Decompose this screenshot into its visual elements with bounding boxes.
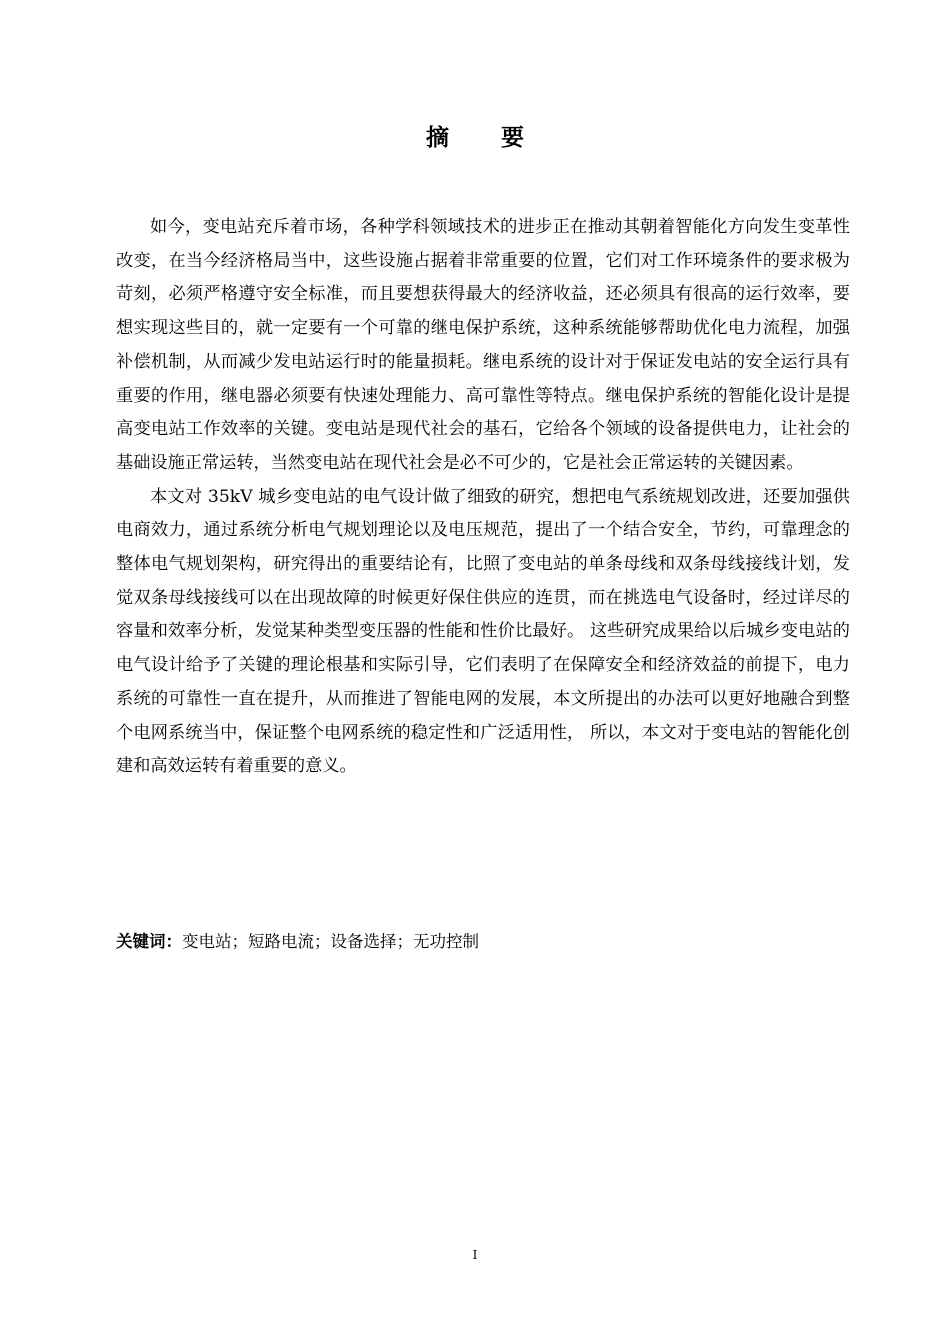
abstract-title: 摘 要: [425, 124, 546, 151]
abstract-paragraph-1: 如今，变电站充斥着市场，各种学科领域技术的进步正在推动其朝着智能化方向发生变革性改变，在当今经济格局当中，这些设施占据着非常重要的位置，它们对工作环境条件的要求极为苛刻，必须严格遵守安全标准，而且要想获得最大的经济收益，还必须具有很高的运行效率，要想实现这些目的，就一定要有一个可靠的继电保护系统，这种系统能够帮助优化电力流程，加强补偿机制，从而减少发电站运行时的能量损耗。继电系统的设计对于保证发电站的安全运行具有重要的作用，继电器必须要有快速处理能力、高可靠性等特点。继电保护系统的智能化设计是提高变电站工作效率的关键。变电站是现代社会的基石，它给各个领域的设备提供电力，让社会的基础设施正常运转，当然变电站在现代社会是必不可少的，它是社会正常运转的关键因素。: [116, 217, 850, 473]
abstract-paragraph-2: 本文对 35kV 城乡变电站的电气设计做了细致的研究，想把电气系统规划改进，还要加强供电商效力，通过系统分析电气规划理论以及电压规范，提出了一个结合安全，节约，可靠理念的整体电气规划架构，研究得出的重要结论有，比照了变电站的单条母线和双条母线接线计划，发觉双条母线接线可以在出现故障的时候更好保住供应的连贯，而在挑选电气设备时，经过详尽的容量和效率分析，发觉某种类型变压器的性能和性价比最好。 这些研究成果给以后城乡变电站的电气设计给予了关键的理论根基和实际引导，它们表明了在保障安全和经济效益的前提下，电力系统的可靠性一直在提升，从而推进了智能电网的发展，本文所提出的办法可以更好地融合到整个电网系统当中，保证整个电网系统的稳定性和广泛适用性， 所以，本文对于变电站的智能化创建和高效运转有着重要的意义。: [116, 486, 850, 777]
abstract-body: [116, 211, 850, 784]
keywords-value: 变电站；短路电流；设备选择；无功控制: [182, 932, 479, 951]
keywords-label: 关键词：: [116, 932, 182, 951]
page-number: I: [472, 1248, 478, 1262]
keywords-line: [116, 925, 850, 958]
